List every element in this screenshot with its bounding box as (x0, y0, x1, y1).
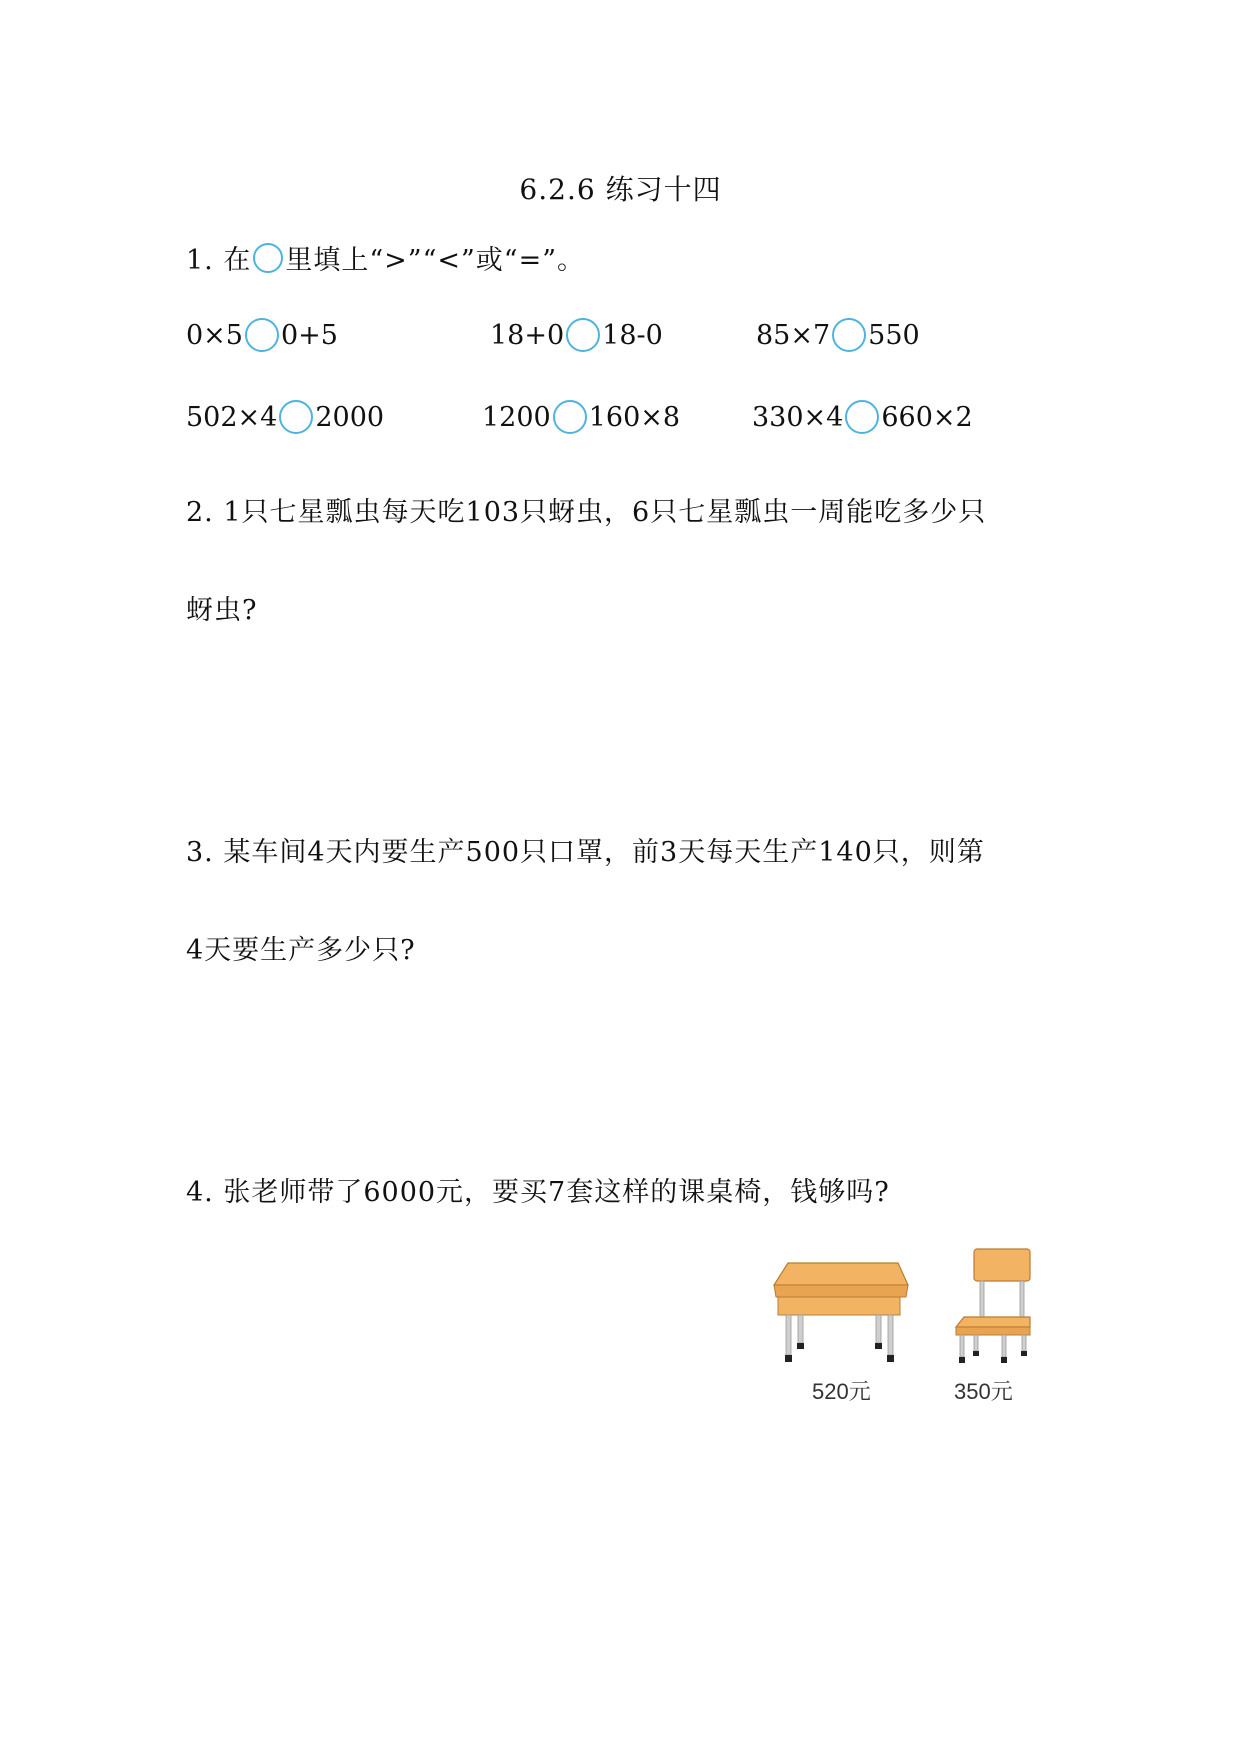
answer-circle[interactable] (566, 318, 600, 352)
comparison-item (186, 318, 338, 352)
answer-circle[interactable] (832, 318, 866, 352)
answer-circle[interactable] (553, 400, 587, 434)
comparison-left: 18+0 (490, 319, 565, 351)
comparison-right: 2000 (315, 401, 385, 433)
comparison-left: 1200 (482, 401, 551, 433)
comparison-left: 330×4 (752, 401, 844, 433)
answer-circle[interactable] (279, 400, 313, 434)
question-3-line-1: 3. 某车间4天内要生产500只口罩，前3天每天生产140只，则第 (186, 837, 985, 868)
comparison-right: 0+5 (280, 319, 338, 351)
question-1-prefix: 1. 在 (186, 245, 252, 276)
question-3-line-2: 4天要生产多少只? (186, 935, 416, 966)
comparison-item (482, 400, 680, 434)
comparison-item (752, 400, 973, 434)
comparison-item (756, 318, 920, 352)
question-2-line-1: 2. 1只七星瓢虫每天吃103只蚜虫，6只七星瓢虫一周能吃多少只 (186, 497, 987, 528)
comparison-right: 160×8 (588, 401, 681, 433)
question-2-line-2: 蚜虫? (186, 595, 258, 626)
desk-price: 520元 (812, 1379, 871, 1404)
comparison-left: 502×4 (186, 401, 278, 433)
answer-circle[interactable] (245, 318, 279, 352)
question-1-prompt (186, 238, 585, 277)
question-4-text: 4. 张老师带了6000元，要买7套这样的课桌椅，钱够吗? (186, 1177, 890, 1208)
comparison-item (186, 400, 384, 434)
comparison-item (490, 318, 663, 352)
comparison-left: 0×5 (186, 319, 243, 351)
chair-price: 350元 (954, 1379, 1013, 1404)
answer-circle-example (253, 243, 283, 273)
desk-illustration (770, 1255, 910, 1370)
chair-illustration (948, 1245, 1038, 1370)
comparison-right: 550 (868, 319, 920, 351)
comparison-right: 660×2 (881, 401, 973, 433)
comparison-left: 85×7 (756, 319, 831, 351)
question-1-suffix: 里填上“>”“<”或“=”。 (285, 245, 586, 276)
answer-circle[interactable] (845, 400, 879, 434)
comparison-right: 18-0 (602, 319, 663, 351)
page-title: 6.2.6 练习十四 (519, 173, 722, 206)
